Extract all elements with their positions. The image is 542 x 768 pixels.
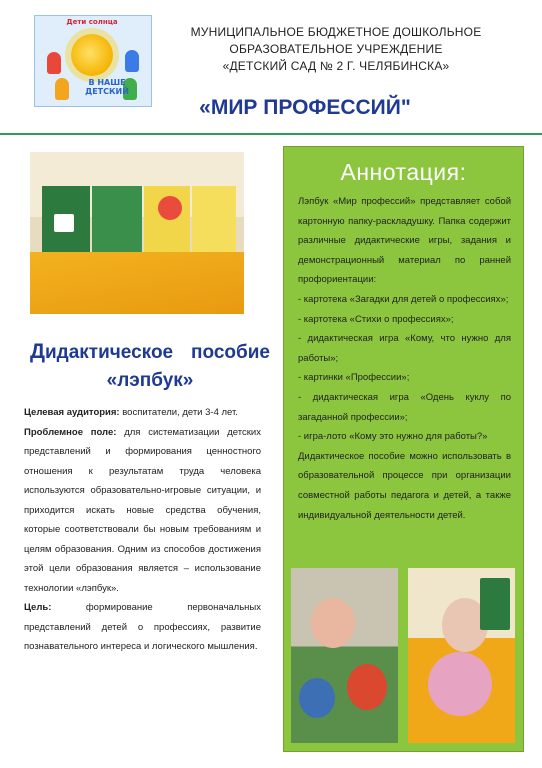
kindergarten-logo [34,15,152,107]
wheel-decoration [158,196,182,220]
paragraph-text: для систематизации детских представлений и формирования ценностного отношения к результатам труда человека используются образовательно-игровые ситуации, и приходится искать новые средства обучения, которые соответствовали бы новым требованиям и целям образования. Одним из способов достижения этой цели образования является – использование технологии «лэпбук». [24,426,261,594]
child-with-lapbook-photo [408,568,515,743]
page-title: «МИР ПРОФЕССИЙ" [199,96,411,119]
card-decoration [54,214,74,232]
annotation-paragraph: - дидактическая игра «Кому, что нужно для работы»; [298,333,511,364]
annotation-panel [283,146,524,752]
paragraph-label: Проблемное поле: [24,426,117,438]
annotation-paragraph: - картинки «Профессии»; [298,372,410,384]
heading-rest: идактическое пособие [44,342,270,363]
child-figure-icon [125,50,139,72]
manual-heading-line2: «лэпбук» [106,370,194,391]
annotation-paragraph: - игра-лото «Кому это нужно для работы?» [298,431,488,443]
manual-heading [30,340,270,364]
child-figure [299,678,335,718]
annotation-paragraph: - картотека «Стихи о профессиях»; [298,313,454,325]
child-figure [347,664,387,710]
paragraph-text: формирование первоначальных представлений детей о профессиях, развитие познавательного интереса и логического мышления. [24,602,261,652]
child-figure [311,598,355,648]
annotation-paragraph: - дидактическая игра «Одень куклу по загаданной профессии»; [298,391,511,423]
annotation-paragraph: Лэпбук «Мир профессий» представляет собой картонную папку-раскладушку. Папка содержит различные дидактические игры, задания и демонстрационный материал по ранней профориентации: [298,196,511,286]
heading-initial: Д [30,340,45,363]
organization-name [170,24,502,75]
annotation-text [298,192,511,525]
lapbook-photo [30,152,244,314]
paragraph-label: Целевая аудитория: [24,407,120,418]
lapbook-panel [480,578,510,630]
org-line: ОБРАЗОВАТЕЛЬНОЕ УЧРЕЖДЕНИЕ [229,42,443,56]
annotation-paragraph: - картотека «Загадки для детей о профессиях»; [298,293,509,305]
header-divider [0,133,542,135]
annotation-paragraph: Дидактическое пособие можно использовать в образовательной процессе при организации совместной работы педагога и детей, а также индивидуальной деятельности детей. [298,450,511,521]
org-line: «ДЕТСКИЙ САД № 2 Г. ЧЕЛЯБИНСКА» [222,59,450,73]
children-playing-photo [291,568,398,743]
description-text [24,403,261,657]
child-figure [428,652,492,716]
problem-field-paragraph [24,423,261,599]
target-audience-paragraph [24,403,261,423]
table-surface [30,252,244,314]
logo-sub-text: В НАШЕ ДЕТСКИЙ [85,78,129,96]
logo-arch-text: Дети солнца [66,18,118,26]
sun-icon [71,34,113,76]
child-figure-icon [47,52,61,74]
goal-paragraph [24,598,261,657]
child-figure-icon [55,78,69,100]
paragraph-label: Цель: [24,602,52,613]
org-line: МУНИЦИПАЛЬНОЕ БЮДЖЕТНОЕ ДОШКОЛЬНОЕ [190,25,482,39]
paragraph-text: воспитатели, дети 3-4 лет. [119,407,238,418]
annotation-title: Аннотация: [340,159,467,185]
